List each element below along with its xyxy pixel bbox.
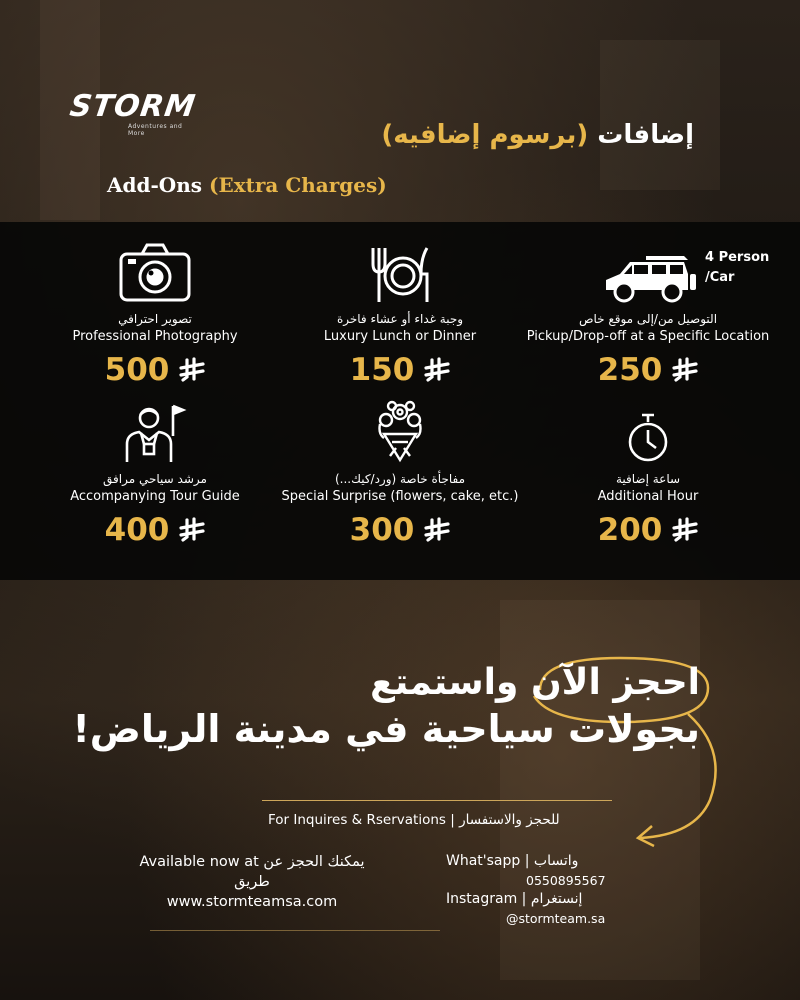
website-link[interactable]: www.stormteamsa.com bbox=[166, 894, 338, 910]
car-capacity-note bbox=[705, 248, 769, 288]
addon-label-en: Pickup/Drop-off at a Specific Location bbox=[526, 329, 770, 344]
flower-bouquet-icon bbox=[370, 398, 430, 464]
title-en-main: Add-Ons bbox=[107, 173, 203, 197]
addon-price bbox=[518, 512, 778, 548]
whatsapp-label: What'sapp | واتساب bbox=[446, 853, 579, 869]
cta-word-now: الآن bbox=[530, 662, 601, 703]
addon-label-ar: مرشد سياحي مرافق bbox=[103, 472, 207, 486]
price-value: 500 bbox=[104, 352, 170, 388]
riyal-icon bbox=[424, 357, 450, 383]
riyal-icon bbox=[179, 357, 205, 383]
addon-price bbox=[25, 352, 285, 388]
title-ar-main: إضافات bbox=[597, 120, 694, 150]
price-value: 250 bbox=[597, 352, 663, 388]
title-english bbox=[107, 173, 387, 197]
addon-label-ar: تصوير احترافي bbox=[118, 312, 192, 326]
addon-price bbox=[25, 512, 285, 548]
car-note-line2: /Car bbox=[705, 270, 735, 285]
addon-tour-guide bbox=[25, 398, 285, 548]
brand-tagline: Adventures and More bbox=[128, 123, 183, 137]
addon-price bbox=[270, 352, 530, 388]
divider bbox=[150, 930, 440, 931]
addon-special-surprise bbox=[270, 398, 530, 548]
addon-lunch-dinner bbox=[270, 238, 530, 388]
cta-word-book: احجز bbox=[613, 662, 700, 703]
whatsapp-number[interactable]: 0550895567 bbox=[526, 873, 606, 888]
addon-additional-hour bbox=[518, 398, 778, 548]
brand-logo bbox=[67, 89, 200, 137]
camera-icon bbox=[118, 242, 192, 304]
title-ar-paren: (برسوم إضافيه) bbox=[381, 120, 589, 150]
inquiries-heading: For Inquires & Rservations | للحجز والاستفسار bbox=[268, 812, 560, 828]
addon-label-en: Additional Hour bbox=[597, 489, 699, 504]
addon-label-en: Special Surprise (flowers, cake, etc.) bbox=[281, 489, 519, 504]
title-arabic bbox=[381, 120, 694, 150]
addon-label-en: Professional Photography bbox=[72, 329, 238, 344]
instagram-label: Instagram | إنستغرام bbox=[446, 891, 583, 907]
addon-price bbox=[270, 512, 530, 548]
addon-label-ar: مفاجأة خاصة (ورد/كيك...) bbox=[334, 472, 466, 486]
addon-label-ar: وجبة غداء أو عشاء فاخرة bbox=[336, 312, 464, 326]
divider bbox=[262, 800, 612, 801]
price-value: 300 bbox=[349, 512, 415, 548]
price-value: 150 bbox=[349, 352, 415, 388]
addon-price bbox=[518, 352, 778, 388]
price-value: 400 bbox=[104, 512, 170, 548]
addon-label-ar: التوصيل من/إلى موقع خاص bbox=[578, 312, 718, 326]
addon-photography bbox=[25, 238, 285, 388]
riyal-icon bbox=[424, 517, 450, 543]
available-text: Available now at يمكنك الحجز عن طريق bbox=[139, 854, 365, 890]
tour-guide-icon bbox=[123, 402, 187, 464]
brand-name: STORM bbox=[67, 89, 199, 124]
plate-cutlery-icon bbox=[367, 244, 433, 304]
cta-line2: بجولات سياحية في مدينة الرياض! bbox=[72, 707, 700, 751]
cta-block bbox=[72, 662, 700, 751]
instagram-handle[interactable]: @stormteam.sa bbox=[506, 911, 606, 926]
cta-line1 bbox=[72, 662, 700, 703]
addon-label-ar: ساعة إضافية bbox=[615, 472, 681, 486]
stopwatch-icon bbox=[626, 412, 670, 464]
contacts-block bbox=[446, 852, 606, 928]
cta-word-enjoy: واستمتع bbox=[370, 662, 519, 703]
title-en-paren: (Extra Charges) bbox=[208, 173, 387, 197]
riyal-icon bbox=[179, 517, 205, 543]
riyal-icon bbox=[672, 357, 698, 383]
car-icon bbox=[598, 254, 698, 304]
addon-label-en: Accompanying Tour Guide bbox=[70, 489, 240, 504]
riyal-icon bbox=[672, 517, 698, 543]
car-note-line1: 4 Person bbox=[705, 250, 770, 265]
background-decor bbox=[600, 40, 720, 190]
addon-label-en: Luxury Lunch or Dinner bbox=[323, 329, 477, 344]
website-block bbox=[127, 852, 377, 912]
price-value: 200 bbox=[597, 512, 663, 548]
